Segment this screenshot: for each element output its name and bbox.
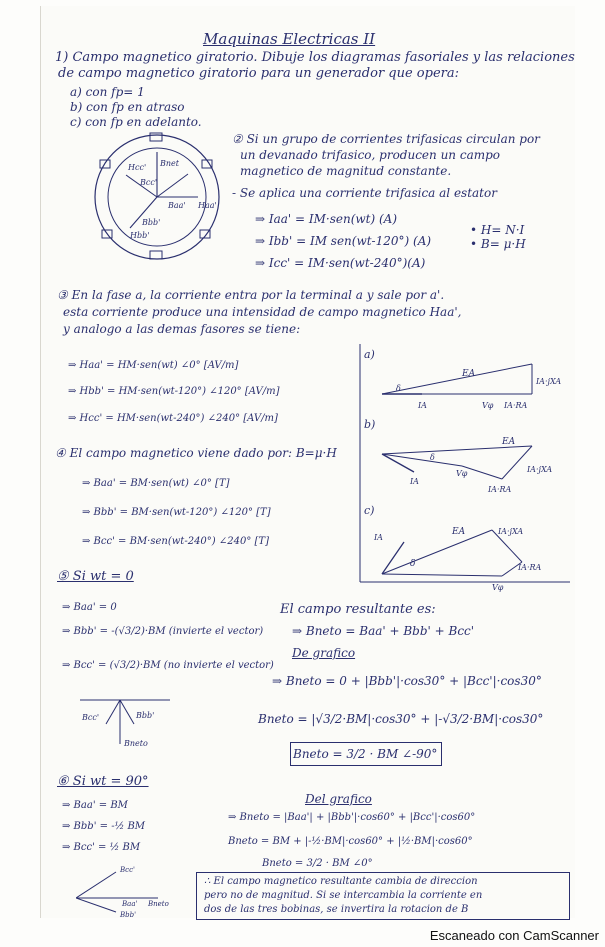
p5-result-calc-2: Bneto = |√3/2·BM|·cos30° + |-√3/2·BM|·cos30° xyxy=(258,712,544,726)
p6-result-calc-2: Bneto = BM + |-½·BM|·cos60° + |½·BM|·cos60° xyxy=(228,836,473,847)
p2-eq-1: ⇒ Iaa' = IM·sen(wt) (A) xyxy=(255,212,398,226)
p3-eq-1: ⇒ Haa' = HM·sen(wt) ∠0° [AV/m] xyxy=(68,360,239,371)
phasor-b-ea: EA xyxy=(502,437,516,447)
p5-fig-bcc: Bcc' xyxy=(82,713,100,722)
p3-line-2: esta corriente produce una intensidad de campo magnetico Haa', xyxy=(63,305,462,319)
phasor-b-label: b) xyxy=(364,418,376,431)
p5-eq-3: ⇒ Bcc' = (√3/2)·BM (no invierte el vector) xyxy=(62,660,274,671)
phasor-c-ea: EA xyxy=(452,527,466,537)
page-title: Maquinas Electricas II xyxy=(203,30,376,48)
phasor-b-jxa: IA·jXA xyxy=(527,465,553,474)
p5-from-graph: De grafico xyxy=(292,646,356,660)
p6-from-graph: Del grafico xyxy=(305,792,372,806)
p6-eq-2: ⇒ Bbb' = -½ BM xyxy=(62,821,146,832)
phasor-a-label: a) xyxy=(364,348,375,361)
phasor-diagrams xyxy=(352,344,570,594)
p2-line-2: un devanado trifasico, producen un campo xyxy=(240,148,501,162)
phasor-c-vphi: Vφ xyxy=(492,583,504,592)
p3-line-1: ③ En la fase a, la corriente entra por la terminal a y sale por a'. xyxy=(57,288,445,302)
conclusion-line-2: pero no de magnitud. Si se intercambia la corriente en xyxy=(204,890,483,901)
p6-fig-baa: Baa' xyxy=(122,900,138,908)
p4-eq-3: ⇒ Bcc' = BM·sen(wt-240°) ∠240° [T] xyxy=(82,536,269,547)
phasor-b-vphi: Vφ xyxy=(456,469,468,478)
conclusion-line-1: ∴ El campo magnetico resultante cambia de direccion xyxy=(204,876,478,887)
p6-fig-bneto: Bneto xyxy=(148,900,169,908)
phasor-a-delta: δ xyxy=(396,384,401,393)
p2-relation-2: • B= μ·H xyxy=(470,237,526,251)
phasor-c-jxa: IA·jXA xyxy=(498,527,524,536)
label-haa: Haa' xyxy=(198,201,217,210)
p6-vector-figure xyxy=(76,862,176,918)
p5-eq-1: ⇒ Baa' = 0 xyxy=(62,602,117,613)
p6-result-final: Bneto = 3/2 · BM ∠0° xyxy=(262,858,373,869)
phasor-b-ira: IA·RA xyxy=(488,485,512,494)
phasor-c-label: c) xyxy=(364,504,375,517)
p5-fig-bbb: Bbb' xyxy=(136,711,155,720)
p5-eq-2: ⇒ Bbb' = -(√3/2)·BM (invierte el vector) xyxy=(62,626,264,637)
p5-result-box xyxy=(290,742,442,766)
p2-line-1: ② Si un grupo de corrientes trifasicas circulan por xyxy=(232,132,540,146)
p4-line-1: ④ El campo magnetico viene dado por: B=μ·H xyxy=(55,446,337,460)
p5-result-calc-1: ⇒ Bneto = 0 + |Bbb'|·cos30° + |Bcc'|·cos30° xyxy=(272,674,542,688)
option-b: b) con fp en atraso xyxy=(70,100,185,114)
option-a: a) con fp= 1 xyxy=(70,85,145,99)
phasor-a-ia: IA xyxy=(418,401,427,410)
p2-line-4: - Se aplica una corriente trifasica al estator xyxy=(232,186,497,200)
label-bbb: Bbb' xyxy=(142,218,161,227)
p4-eq-2: ⇒ Bbb' = BM·sen(wt-120°) ∠120° [T] xyxy=(82,507,271,518)
p3-eq-3: ⇒ Hcc' = HM·sen(wt-240°) ∠240° [AV/m] xyxy=(68,413,278,424)
p3-eq-2: ⇒ Hbb' = HM·sen(wt-120°) ∠120° [AV/m] xyxy=(68,386,280,397)
phasor-a-ira: IA·RA xyxy=(504,401,528,410)
phasor-a-jxa: IA·jXA xyxy=(536,377,562,386)
p6-fig-bbb: Bbb' xyxy=(120,911,137,918)
p5-result-sum: ⇒ Bneto = Baa' + Bbb' + Bcc' xyxy=(292,624,475,638)
label-bcc: Bcc' xyxy=(140,178,158,187)
phasor-c-ira: IA·RA xyxy=(518,563,542,572)
phasor-c-delta: δ xyxy=(410,559,416,569)
phasor-a-vphi: Vφ xyxy=(482,401,494,410)
p5-heading: ⑤ Si wt = 0 xyxy=(57,569,134,584)
label-hbb: Hbb' xyxy=(130,231,150,240)
p6-eq-3: ⇒ Bcc' = ½ BM xyxy=(62,842,141,853)
label-bnet: Bnet xyxy=(160,159,179,168)
label-hcc: Hcc' xyxy=(128,163,147,172)
p2-eq-3: ⇒ Icc' = IM·sen(wt-240°)(A) xyxy=(255,256,426,270)
phasor-b-ia: IA xyxy=(410,477,419,486)
p2-line-3: magnetico de magnitud constante. xyxy=(240,164,452,178)
phasor-a-ea: EA xyxy=(462,369,476,379)
p6-fig-bcc: Bcc' xyxy=(120,866,135,874)
option-c: c) con fp en adelanto. xyxy=(70,115,202,129)
p2-relation-1: • H= N·I xyxy=(470,223,525,237)
question-line-1: 1) Campo magnetico giratorio. Dibuje los diagramas fasoriales y las relaciones xyxy=(55,50,575,65)
p5-result-final: Bneto = 3/2 · BM ∠-90° xyxy=(293,747,438,761)
p6-eq-1: ⇒ Baa' = BM xyxy=(62,800,128,811)
p4-eq-1: ⇒ Baa' = BM·sen(wt) ∠0° [T] xyxy=(82,478,230,489)
label-baa: Baa' xyxy=(168,201,186,210)
question-line-2: de campo magnetico giratorio para un generador que opera: xyxy=(58,66,459,81)
p3-line-3: y analogo a las demas fasores se tiene: xyxy=(63,322,301,336)
conclusion-line-3: dos de las tres bobinas, se invertira la rotacion de B xyxy=(204,904,469,915)
p6-heading: ⑥ Si wt = 90° xyxy=(57,774,149,789)
phasor-c-ia: IA xyxy=(374,533,383,542)
p5-fig-bneto: Bneto xyxy=(124,739,148,748)
p2-eq-2: ⇒ Ibb' = IM sen(wt-120°) (A) xyxy=(255,234,432,248)
phasor-b-delta: δ xyxy=(430,453,435,462)
stator-diagram xyxy=(90,130,225,265)
p5-result-heading: El campo resultante es: xyxy=(280,602,436,617)
scanner-footer: Escaneado con CamScanner xyxy=(429,928,599,943)
p6-result-calc-1: ⇒ Bneto = |Baa'| + |Bbb'|·cos60° + |Bcc'|·cos60° xyxy=(228,812,476,823)
p5-vector-figure xyxy=(80,692,170,752)
